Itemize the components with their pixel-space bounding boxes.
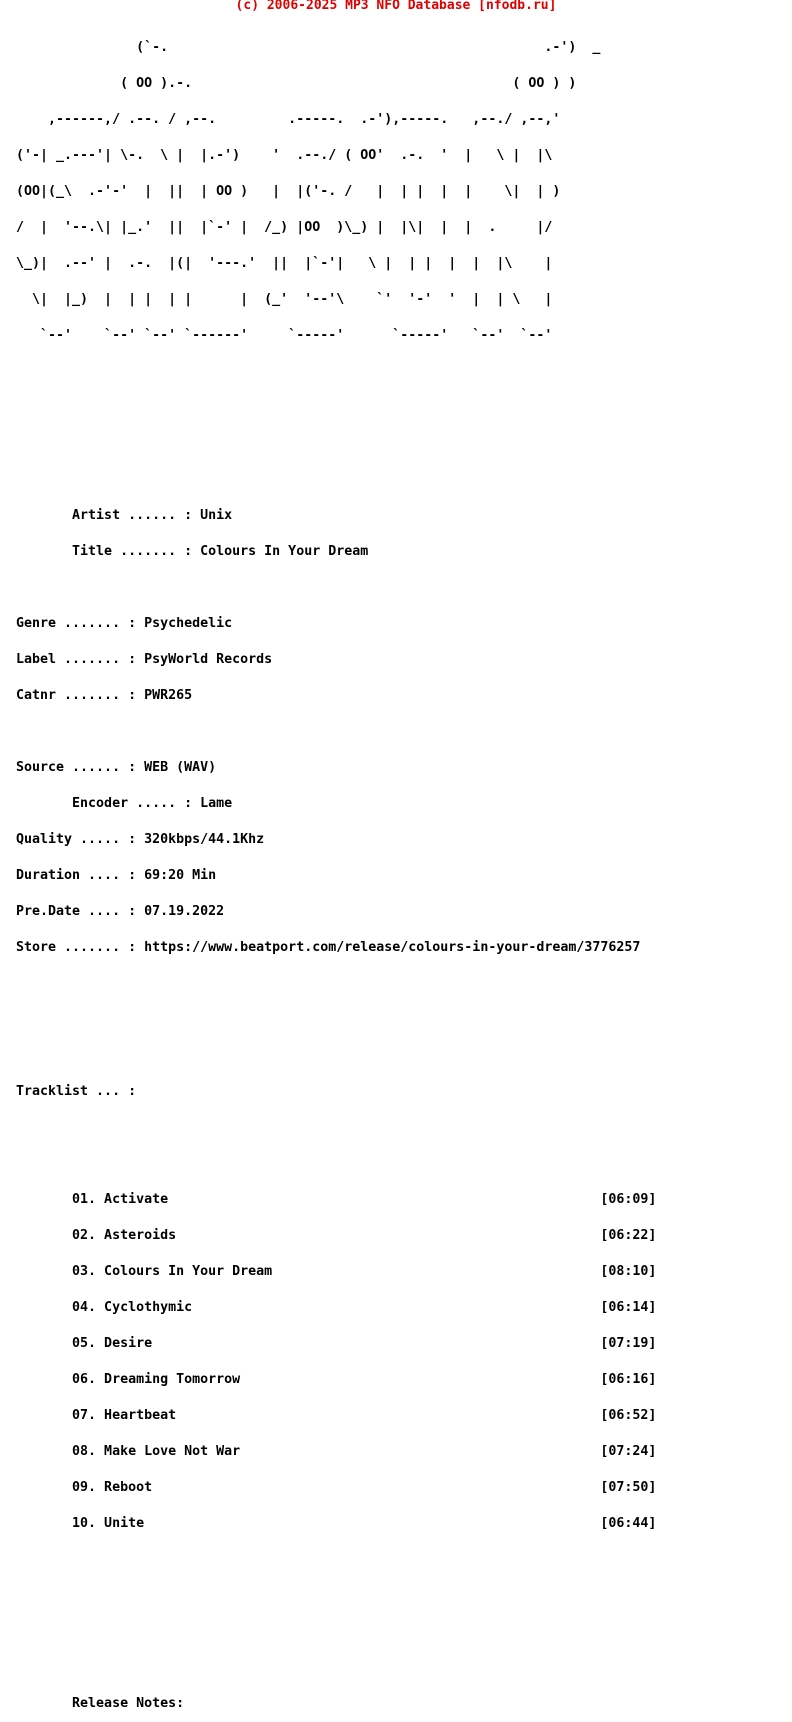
source-line: Source ...... : WEB (WAV) xyxy=(16,760,217,775)
ascii-logo-line: ( OO ).-. ( OO ) ) xyxy=(16,76,577,91)
nfo-text-body xyxy=(16,18,656,1722)
track-row: 06. Dreaming Tomorrow [06:16] xyxy=(16,1372,657,1387)
track-row: 10. Unite [06:44] xyxy=(16,1516,657,1531)
blank-line xyxy=(16,1662,656,1674)
genre-line: Genre ....... : Psychedelic xyxy=(16,616,233,631)
blank-line xyxy=(16,582,656,594)
blank-line xyxy=(16,1122,656,1134)
predate-line: Pre.Date .... : 07.19.2022 xyxy=(16,904,225,919)
track-row: 09. Reboot [07:50] xyxy=(16,1480,657,1495)
track-row: 03. Colours In Your Dream [08:10] xyxy=(16,1264,657,1279)
track-row: 02. Asteroids [06:22] xyxy=(16,1228,657,1243)
blank-line xyxy=(16,366,656,378)
artist-line: Artist ...... : Unix xyxy=(16,508,233,523)
blank-line xyxy=(16,474,656,486)
track-row: 01. Activate [06:09] xyxy=(16,1192,657,1207)
blank-line xyxy=(16,1158,656,1170)
blank-line xyxy=(16,1626,656,1638)
label-line: Label ....... : PsyWorld Records xyxy=(16,652,273,667)
ascii-logo-line: / | '--.\| |_.' || |`-' | /_) |OO )\_) | |\| | | . |/ xyxy=(16,220,553,235)
track-row: 05. Desire [07:19] xyxy=(16,1336,657,1351)
ascii-logo-line: \_)| .--' | .-. |(| '---.' || |`-'| \ | | | | | |\ | xyxy=(16,256,553,271)
ascii-logo-line: (OO|(_\ .-'-' | || | OO ) | |('-. / | | | | | \| | ) xyxy=(16,184,561,199)
blank-line xyxy=(16,978,656,990)
store-line: Store ....... : https://www.beatport.com/release/colours-in-your-dream/3776257 xyxy=(16,940,641,955)
blank-line xyxy=(16,726,656,738)
duration-line: Duration .... : 69:20 Min xyxy=(16,868,217,883)
site-copyright-header: (c) 2006-2025 MP3 NFO Database [nfodb.ru] xyxy=(235,0,557,13)
release-notes-heading: Release Notes: xyxy=(16,1696,185,1711)
catnr-line: Catnr ....... : PWR265 xyxy=(16,688,193,703)
title-line: Title ....... : Colours In Your Dream xyxy=(16,544,369,559)
tracklist-heading: Tracklist ... : xyxy=(16,1084,137,1099)
ascii-logo-line: ,------,/ .--. / ,--. .-----. .-'),-----. ,--./ ,--,' xyxy=(16,112,561,127)
ascii-logo-line: (`-. .-') _ xyxy=(16,40,601,55)
ascii-logo-line: ('-| _.---'| \-. \ | |.-') ' .--./ ( OO' .-. ' | \ | |\ xyxy=(16,148,553,163)
blank-line xyxy=(16,402,656,414)
track-row: 04. Cyclothymic [06:14] xyxy=(16,1300,657,1315)
blank-line xyxy=(16,1554,656,1566)
quality-line: Quality ..... : 320kbps/44.1Khz xyxy=(16,832,265,847)
ascii-logo-line: `--' `--' `--' `------' `-----' `-----' `--' `--' xyxy=(16,328,553,343)
blank-line xyxy=(16,438,656,450)
encoder-line: Encoder ..... : Lame xyxy=(16,796,233,811)
track-row: 07. Heartbeat [06:52] xyxy=(16,1408,657,1423)
track-row: 08. Make Love Not War [07:24] xyxy=(16,1444,657,1459)
ascii-logo-line: \| |_) | | | | | | (_' '--'\ `' '-' ' | | \ | xyxy=(16,292,553,307)
blank-line xyxy=(16,1050,656,1062)
blank-line xyxy=(16,1014,656,1026)
blank-line xyxy=(16,1590,656,1602)
